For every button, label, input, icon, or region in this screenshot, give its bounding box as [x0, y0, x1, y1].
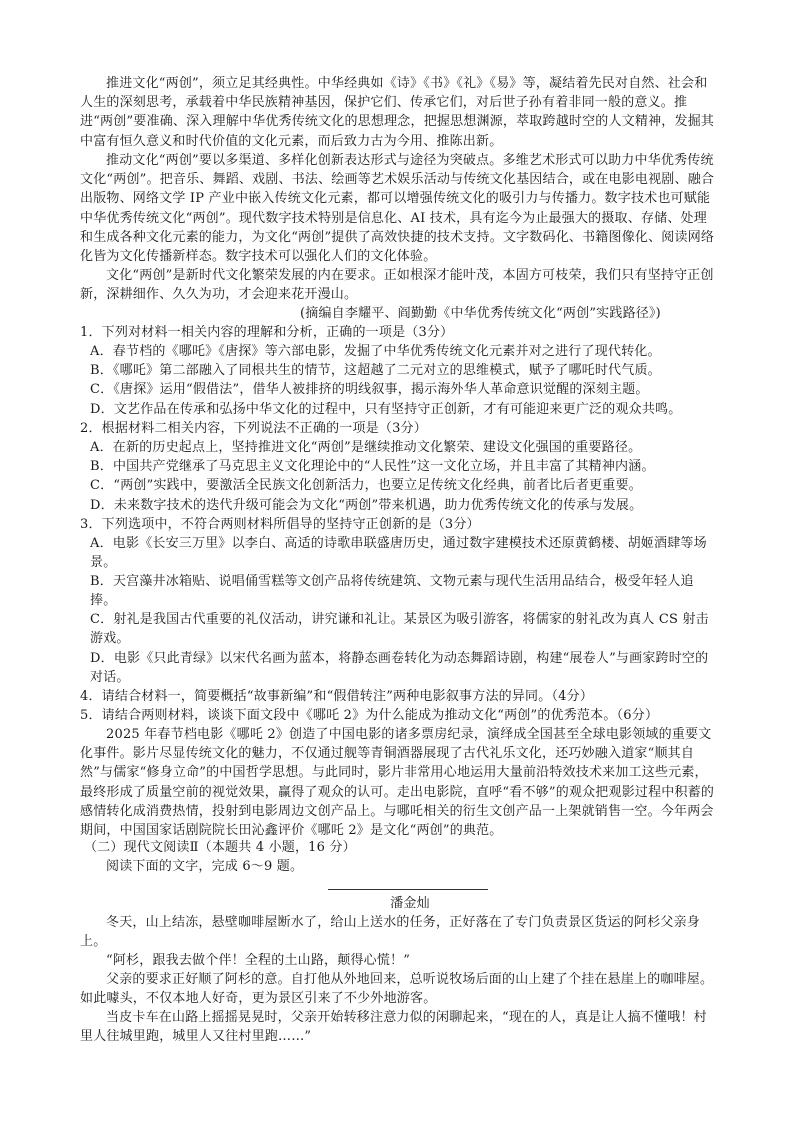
section-heading: （二）现代文阅读Ⅱ（本题共 4 小题，16 分） — [84, 840, 356, 855]
question-2-option-d: D．未来数字技术的迭代升级可能会为文化“两创”带来机遇，助力优秀传统文化的传承与发展。 — [90, 498, 643, 513]
question-2-option-a: A．在新的历史起点上，坚持推进文化“两创”是继续推动文化繁荣、建设文化强国的重要路径。 — [90, 440, 642, 455]
question-1-option-a: A．春节档的《哪吒》《唐探》等六部电影，发掘了中华优秀传统文化元素并对之进行了现代转化。 — [90, 344, 661, 359]
question-2-option-b: B．中国共产党继承了马克思主义文化理论中的“人民性”这一文化立场，并且丰富了其精神内涵。 — [90, 459, 655, 474]
material-paragraph: 推进文化“两创”，须立足其经典性。中华经典如《诗》《书》《礼》《易》等，凝结着先民对自然、社会和人生的深刻思考，承载着中华民族精神基因，保护它们、传承它们，对后世子孙有着非同一般的意义。推进“两创”要准确、深入理解中华优秀传统文化的思想理念，把握思想渊源，萃取跨越时空的人文精神，发掘其中富有恒久意义和时代价值的文化元素，而后致力古为今用、推陈出新。 — [80, 76, 715, 149]
question-1-option-c: C．《唐探》运用“假借法”，借华人被排挤的明线叙事，揭示海外华人革命意识觉醒的深刻主题。 — [90, 382, 649, 397]
story-paragraph: 父亲的要求正好顺了阿杉的意。自打他从外地回来，总听说牧场后面的山上建了个挂在悬崖上的咖啡屋。如此噱头，不仅本地人好奇，更为景区引来了不少外地游客。 — [80, 972, 714, 1007]
question-2: 2．根据材料二相关内容，下列说法不正确的一项是（3分） — [80, 421, 427, 436]
question-3-option-a: A．电影《长安三万里》以李白、高适的诗歌串联盛唐历史，通过数字建模技术还原黄鹤楼、胡姬酒肆等场景。 — [90, 536, 707, 571]
story-paragraph: 当皮卡车在山路上摇摇晃晃时，父亲开始转移注意力似的闲聊起来，“现在的人，真是让人搞不懂哦！村里人往城里跑，城里人又往村里跑……” — [80, 1010, 707, 1045]
question-5-passage: 2025 年春节档电影《哪吒 2》创造了中国电影的诸多票房纪录，演绎成全国甚至全球电影领域的重要文化事件。影片尽显传统文化的魅力，不仅通过舰等青铜酒器展现了古代礼乐文化，还巧妙融入道家“顺其自然”与儒家“修身立命”的中国哲学思想。与此同时，影片非常用心地运用大量前沿特效技术来加工这些元素，最终形成了质量空前的视觉效果，赢得了观众的认可。走出电影院，直呼“看不够”的观众把观影过程中积蓄的感情转化成消费热情，投射到电影周边文创产品上。与哪吒相关的衍生文创产品一上架就销售一空。今年两会期间，中国国家话剧院院长田沁鑫评价《哪吒 2》是文化“两创”的典范。 — [80, 727, 715, 839]
question-4: 4．请结合材料一，简要概括“故事新编”和“假借转注”两种电影叙事方法的异同。（4分） — [80, 689, 594, 704]
title-rule — [328, 889, 488, 890]
story-paragraph: 冬天，山上结冻，悬壁咖啡屋断水了，给山上送水的任务，正好落在了专门负责景区货运的阿杉父亲身上。 — [80, 915, 701, 950]
question-1-option-b: B．《哪吒》第二部融入了同根共生的情节，这超越了二元对立的思维模式，赋予了哪吒时代气质。 — [90, 363, 661, 378]
material-paragraph: 推动文化“两创”要以多渠道、多样化创新表达形式与途径为突破点。多维艺术形式可以助力中华优秀传统文化“两创”。把音乐、舞蹈、戏剧、书法、绘画等艺术娱乐活动与传统文化基因结合，或在电影电视剧、融合出版物、网络文学 IP 产业中嵌入传统文化元素，都可以增强传统文化的吸引力与传播力。数字技术也可赋能中华优秀传统文化“两创”。现代数字技术特别是信息化、AI 技术，具有迄今为止最强大的摄取、存储、处理和生成各种文化元素的能力，为文化“两创”提供了高效快捷的技术支持。文字数码化、书籍图像化、阅读网络化皆为文化传播新样态。数字技术可以强化人们的文化体验。 — [80, 153, 715, 265]
section-instruction: 阅读下面的文字，完成 6～9 题。 — [106, 859, 304, 874]
question-5: 5．请结合两则材料，谈谈下面文段中《哪吒 2》为什么能成为推动文化“两创”的优秀范本。（6分） — [80, 708, 659, 723]
story-title: 潘金灿 — [390, 896, 430, 911]
question-3-option-c: C．射礼是我国古代重要的礼仪活动，讲究谦和礼让。某景区为吸引游客，将儒家的射礼改为真人 CS 射击游戏。 — [90, 612, 709, 647]
question-3: 3．下列选项中，不符合两则材料所倡导的坚持守正创新的是（3分） — [80, 517, 480, 532]
story-paragraph: “阿杉，跟我去做个伴！全程的土山路，颠得心慌！” — [106, 953, 411, 968]
question-3-option-d: D．电影《只此青绿》以宋代名画为蓝本，将静态画卷转化为动态舞蹈诗剧，构建“展卷人”与画家跨时空的对话。 — [90, 651, 709, 686]
question-1: 1．下列对材料一相关内容的理解和分析，正确的一项是（3分） — [80, 325, 454, 340]
question-3-option-b: B．天宫藻井冰箱贴、说唱俑雪糕等文创产品将传统建筑、文物元素与现代生活用品结合，极受年轻人追捧。 — [90, 574, 694, 609]
source-citation: (摘编自李耀平、阎勤勤《中华优秀传统文化“两创”实践路径》) — [300, 306, 661, 321]
material-paragraph: 文化“两创”是新时代文化繁荣发展的内在要求。正如根深才能叶茂，本固方可枝荣，我们只有坚持守正创新，深耕细作、久久为功，才会迎来花开漫山。 — [80, 268, 714, 303]
question-2-option-c: C．“两创”实践中，要激活全民族文化创新活力，也要立足传统文化经典，前者比后者更重要。 — [90, 478, 642, 493]
question-1-option-d: D．文艺作品在传承和弘扬中华文化的过程中，只有坚持守正创新，才有可能迎来更广泛的观众共鸣。 — [90, 402, 682, 417]
